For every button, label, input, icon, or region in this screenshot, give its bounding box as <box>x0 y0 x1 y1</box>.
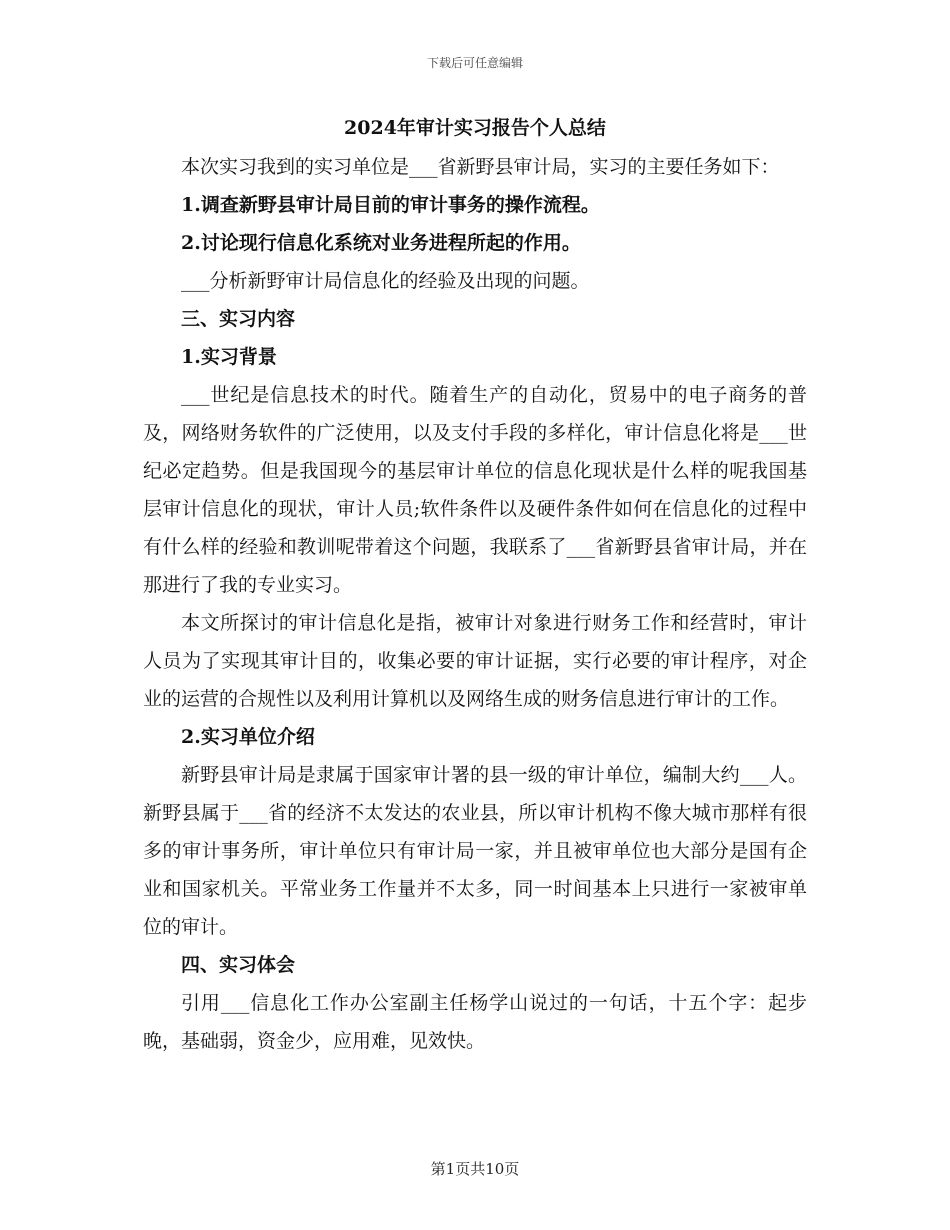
section-heading: 1.实习背景 <box>181 346 277 368</box>
section-heading: 2.讨论现行信息化系统对业务进程所起的作用。 <box>181 232 581 254</box>
paragraph: ___分析新野审计局信息化的经验及出现的问题。 <box>181 270 590 292</box>
document-title: 2024年审计实习报告个人总结 <box>344 117 606 139</box>
paragraph: ___世纪是信息技术的时代。随着生产的自动化，贸易中的电子商务的普及，网络财务软件的广泛使用，以及支付手段的多样化，审计信息化将是___世纪必定趋势。但是我国现今的基层审计单位的信息化现状是什么样的呢我国基层审计信息化的现状，审计人员;软件条件以及硬件条件如何在信息化的过程中有什么样的经验和教训呢带着这个问题，我联系了___省新野县省审计局，并在那进行了我的专业实习。 <box>143 384 807 596</box>
paragraph: 本文所探讨的审计信息化是指，被审计对象进行财务工作和经营时，审计人员为了实现其审计目的，收集必要的审计证据，实行必要的审计程序，对企业的运营的合规性以及利用计算机以及网络生成的财务信息进行审计的工作。 <box>143 612 807 710</box>
section-heading: 三、实习内容 <box>181 308 296 330</box>
section-heading: 2.实习单位介绍 <box>181 726 315 748</box>
document-body <box>143 108 807 1060</box>
paragraph: 新野县审计局是隶属于国家审计署的县一级的审计单位，编制大约___人。新野县属于___省的经济不太发达的农业县，所以审计机构不像大城市那样有很多的审计事务所，审计单位只有审计局一家，并且被审单位也大部分是国有企业和国家机关。平常业务工作量并不太多，同一时间基本上只进行一家被审单位的审计。 <box>143 764 807 938</box>
page-number: 第1页共10页 <box>430 1160 520 1178</box>
paragraph: 引用___信息化工作办公室副主任杨学山说过的一句话，十五个字：起步晚，基础弱，资金少，应用难，见效快。 <box>143 992 807 1052</box>
page-header-note: 下载后可任意编辑 <box>426 56 523 70</box>
section-heading: 1.调查新野县审计局目前的审计事务的操作流程。 <box>181 194 600 216</box>
section-heading: 四、实习体会 <box>181 954 296 976</box>
paragraph: 本次实习我到的实习单位是___省新野县审计局，实习的主要任务如下： <box>181 156 780 178</box>
